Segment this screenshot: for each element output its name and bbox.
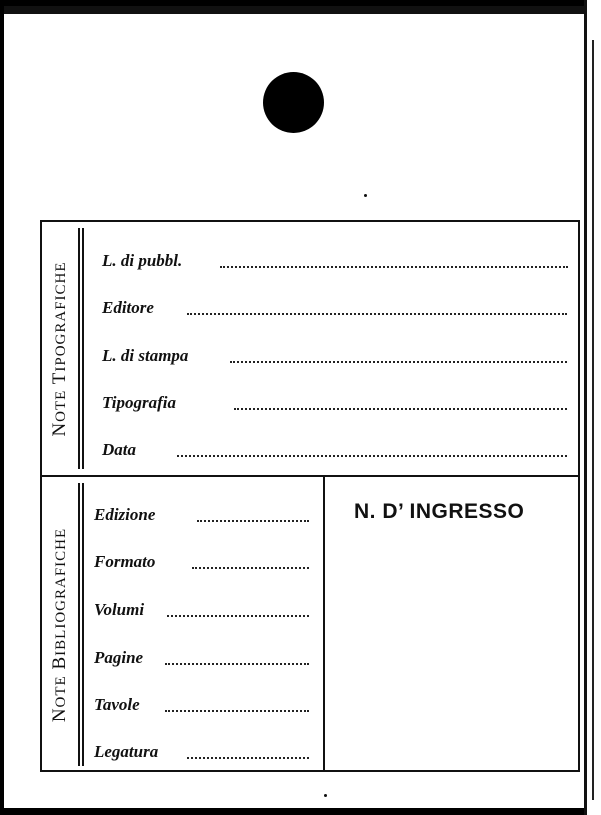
note-tipografiche-label: NOTE TIPOGRAFICHE <box>49 260 70 437</box>
sidebar-double-rule <box>78 228 84 469</box>
field-luogo-stampa-line[interactable] <box>230 361 567 363</box>
note-bibliografiche-label: NOTE BIBLIOGRAFICHE <box>49 527 70 722</box>
card-right-edge <box>584 0 601 815</box>
section-divider <box>42 475 578 477</box>
field-tipografia-line[interactable] <box>234 408 567 410</box>
catalog-card <box>4 6 584 808</box>
field-pagine-line[interactable] <box>165 663 309 665</box>
field-tavole-line[interactable] <box>165 710 309 712</box>
top-edge-rule <box>4 6 584 14</box>
form-box <box>40 220 580 772</box>
note-tipografiche-sidebar <box>42 222 78 475</box>
field-legatura-line[interactable] <box>187 757 309 759</box>
field-tavole: Tavole <box>94 695 140 714</box>
field-formato-line[interactable] <box>192 567 309 569</box>
field-edizione: Edizione <box>94 505 156 524</box>
note-bibliografiche-sidebar <box>42 477 78 772</box>
field-luogo-stampa: L. di stampa <box>102 346 189 365</box>
field-edizione-line[interactable] <box>197 520 309 522</box>
field-editore: Editore <box>102 298 154 317</box>
sidebar-double-rule <box>78 483 84 766</box>
ingresso-divider <box>323 477 325 770</box>
field-formato: Formato <box>94 552 156 571</box>
field-volumi: Volumi <box>94 600 145 619</box>
field-legatura: Legatura <box>94 742 159 761</box>
field-data-line[interactable] <box>177 455 567 457</box>
edge-line-inner <box>592 40 594 800</box>
field-pagine: Pagine <box>94 648 144 667</box>
field-data: Data <box>102 440 136 459</box>
center-dot <box>364 194 367 197</box>
field-editore-line[interactable] <box>187 313 567 315</box>
field-luogo-pubblicazione-line[interactable] <box>220 266 568 268</box>
field-tipografia: Tipografia <box>102 393 176 412</box>
punch-hole <box>263 72 324 133</box>
edge-line <box>584 0 587 815</box>
field-luogo-pubblicazione: L. di pubbl. <box>102 251 183 270</box>
bottom-dot <box>324 794 327 797</box>
field-volumi-line[interactable] <box>167 615 309 617</box>
numero-ingresso-label: N. D’ INGRESSO <box>354 500 525 523</box>
